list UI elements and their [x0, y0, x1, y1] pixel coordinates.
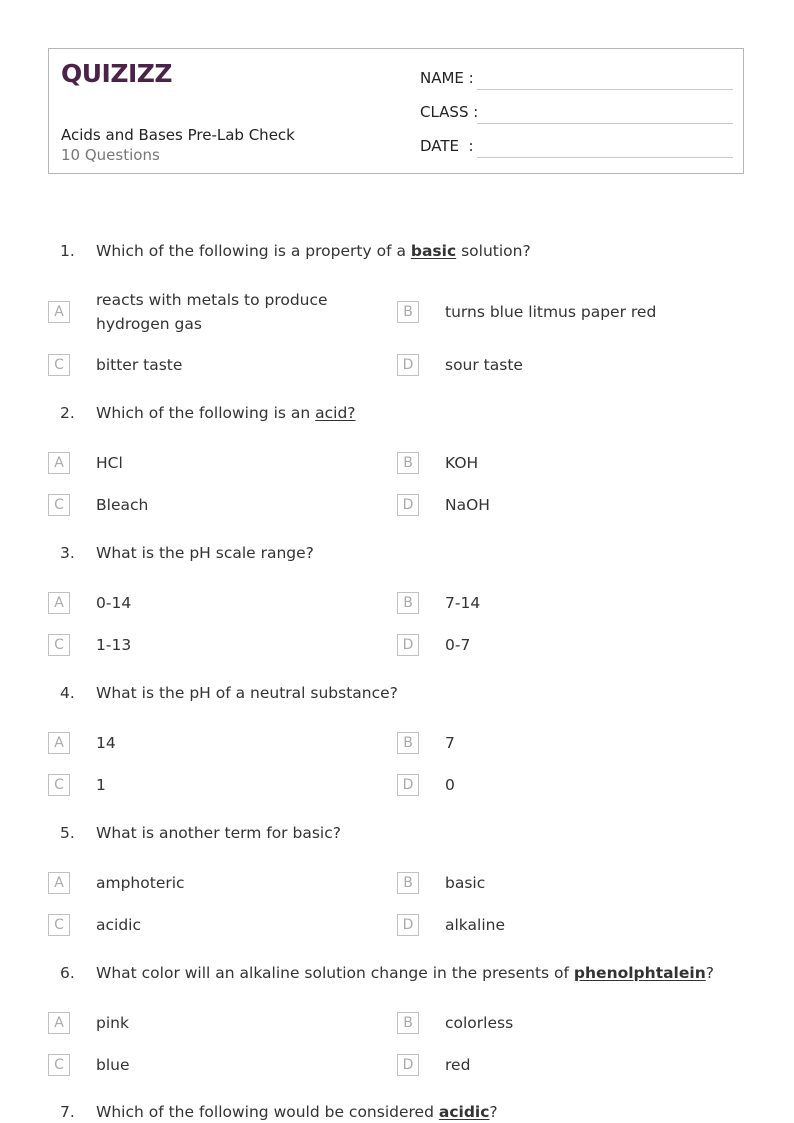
option-letter-box: A — [48, 592, 70, 614]
option-letter-box: B — [397, 301, 419, 323]
option-text: NaOH — [445, 496, 490, 514]
question-text: What is the pH of a neutral substance? — [96, 684, 398, 702]
quizizz-logo: QUIZIZZ — [61, 59, 173, 88]
option-letter-box: C — [48, 634, 70, 656]
question-number: 5. — [60, 824, 75, 842]
question-text: What color will an alkaline solution change in the presents of phenolphtalein? — [96, 964, 714, 982]
question-text: What is the pH scale range? — [96, 544, 314, 562]
option-text: HCl — [96, 454, 123, 472]
date-line — [477, 157, 733, 158]
question-number: 3. — [60, 544, 75, 562]
question-number: 7. — [60, 1103, 75, 1121]
class-field[interactable] — [420, 103, 733, 123]
option-letter-box: A — [48, 1012, 70, 1034]
option-letter-box: A — [48, 732, 70, 754]
option-text: basic — [445, 874, 486, 892]
question-count: 10 Questions — [61, 146, 160, 164]
option-letter-box: C — [48, 354, 70, 376]
option-text: Bleach — [96, 496, 149, 514]
option-letter-box: A — [48, 872, 70, 894]
option-text: sour taste — [445, 356, 523, 374]
option-letter-box: C — [48, 1054, 70, 1076]
option-text: red — [445, 1056, 471, 1074]
option-text: 7 — [445, 734, 455, 752]
question-text: Which of the following is a property of a basic solution? — [96, 242, 531, 260]
question-text: Which of the following is an acid? — [96, 404, 356, 422]
option-letter-box: D — [397, 914, 419, 936]
option-letter-box: C — [48, 774, 70, 796]
option-letter-box: B — [397, 452, 419, 474]
question-text: What is another term for basic? — [96, 824, 341, 842]
option-text: bitter taste — [96, 356, 183, 374]
option-letter-box: B — [397, 1012, 419, 1034]
option-text: 0-14 — [96, 594, 132, 612]
option-text: 7-14 — [445, 594, 481, 612]
option-text: KOH — [445, 454, 479, 472]
date-field[interactable] — [420, 137, 733, 157]
worksheet-title: Acids and Bases Pre-Lab Check — [61, 126, 295, 144]
option-text: blue — [96, 1056, 130, 1074]
question-emphasis: basic — [410, 242, 457, 260]
option-letter-box: B — [397, 592, 419, 614]
worksheet-header — [48, 48, 744, 174]
option-text: 0-7 — [445, 636, 471, 654]
option-letter-box: D — [397, 494, 419, 516]
option-letter-box: D — [397, 354, 419, 376]
option-letter-box: C — [48, 494, 70, 516]
question-number: 6. — [60, 964, 75, 982]
option-text: 14 — [96, 734, 116, 752]
name-label: NAME : — [420, 69, 474, 87]
option-letter-box: C — [48, 914, 70, 936]
option-text: pink — [96, 1014, 129, 1032]
option-text: 1 — [96, 776, 106, 794]
option-letter-box: A — [48, 301, 70, 323]
class-line — [477, 123, 733, 124]
question-emphasis: acid? — [315, 404, 356, 422]
question-number: 1. — [60, 242, 75, 260]
option-text: colorless — [445, 1014, 514, 1032]
date-label: DATE : — [420, 137, 474, 155]
option-text: 1-13 — [96, 636, 132, 654]
option-text: reacts with metals to produce hydrogen gas — [96, 291, 328, 333]
option-letter-box: D — [397, 774, 419, 796]
question-number: 4. — [60, 684, 75, 702]
option-letter-box: A — [48, 452, 70, 474]
option-text: alkaline — [445, 916, 505, 934]
name-line — [477, 89, 733, 90]
option-letter-box: D — [397, 634, 419, 656]
question-text: Which of the following would be considered acidic? — [96, 1103, 498, 1121]
option-letter-box: B — [397, 872, 419, 894]
option-text: amphoteric — [96, 874, 185, 892]
option-text: turns blue litmus paper red — [445, 303, 657, 321]
option-text: 0 — [445, 776, 455, 794]
question-emphasis: phenolphtalein — [573, 964, 706, 982]
name-field[interactable] — [420, 69, 733, 89]
question-number: 2. — [60, 404, 75, 422]
question-emphasis: acidic — [438, 1103, 490, 1121]
option-text: acidic — [96, 916, 141, 934]
option-letter-box: D — [397, 1054, 419, 1076]
class-label: CLASS : — [420, 103, 479, 121]
option-letter-box: B — [397, 732, 419, 754]
